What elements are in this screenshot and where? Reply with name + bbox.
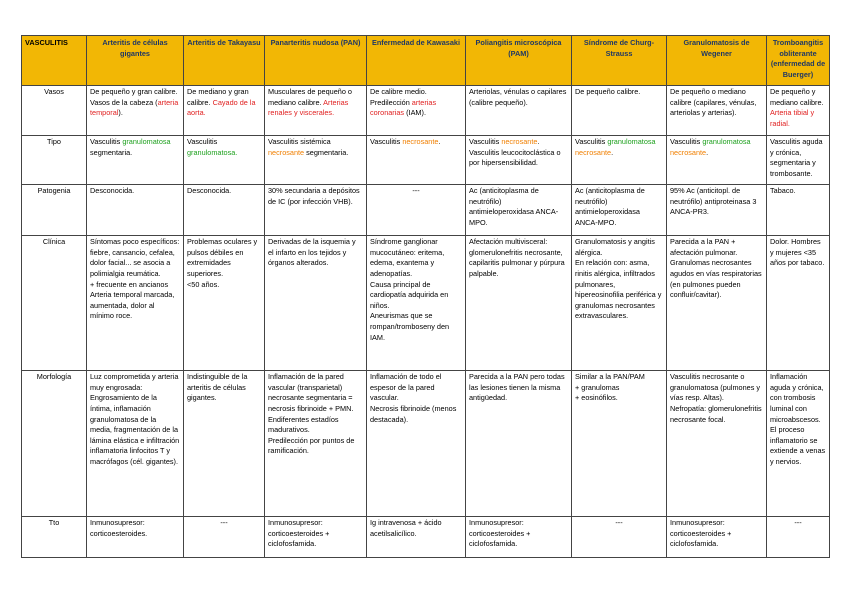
cell-patogenia-pam: Ac (anticitoplasma de neutrófilo) antimieloperoxidasa ANCA-MPO. xyxy=(466,185,572,236)
cell-line: Causa principal de cardiopatía adquirida en niños. xyxy=(370,279,449,310)
cell-patogenia-wegener: 95% Ac (anticitopl. de neutrófilo) antiproteinasa 3 ANCA-PR3. xyxy=(667,185,767,236)
cell-clinica-kawasaki xyxy=(367,236,466,371)
cell-morfologia-wegener xyxy=(667,371,767,517)
cell-line: Parecida a la PAN pero todas las lesiones tienen la misma antigüedad. xyxy=(469,372,565,403)
cell-clinica-takayasu xyxy=(184,236,265,371)
cell-morfologia-churg-strauss xyxy=(572,371,667,517)
cell-line: <50 años. xyxy=(187,279,220,289)
highlight-green: granulomatosa xyxy=(702,137,751,146)
cell-morfologia-takayasu xyxy=(184,371,265,517)
cell-text: Vasculitis xyxy=(670,137,703,146)
row-label-vasos: Vasos xyxy=(22,86,87,136)
cell-line: Vasculitis necrosante o granulomatosa (pulmones y vías resp. Altas). xyxy=(670,372,761,403)
cell-text: Vasculitis xyxy=(370,137,403,146)
cell-morfologia-pan xyxy=(265,371,367,517)
cell-vasos-pan xyxy=(265,86,367,136)
cell-clinica-pam xyxy=(466,236,572,371)
cell-clinica-churg-strauss xyxy=(572,236,667,371)
row-vasos xyxy=(22,86,830,136)
cell-clinica-wegener xyxy=(667,236,767,371)
cell-text: Vasculitis xyxy=(90,137,123,146)
cell-line: Similar a la PAN/PAM xyxy=(575,372,645,381)
cell-tto-buerger: --- xyxy=(767,517,830,558)
cell-text: . xyxy=(706,147,709,157)
cell-line: + eosinófilos. xyxy=(575,393,618,403)
cell-line: Problemas oculares y pulsos débiles en extremidades superiores. xyxy=(187,237,258,278)
row-label-morfologia: Morfología xyxy=(22,371,87,517)
header-kawasaki: Enfermedad de Kawasaki xyxy=(367,36,466,86)
row-tto xyxy=(22,517,830,558)
cell-line: Arteria temporal marcada, aumentada, dolor al mínimo roce. xyxy=(90,290,175,321)
row-label-patogenia: Patogenia xyxy=(22,185,87,236)
cell-line: Inflamación de la pared vascular (transparietal) necrosante segmentaria = necrosis fibrinoide + PMN. Endiferentes estadíos madurativos. xyxy=(268,372,354,435)
cell-line: Aneurismas que se rompan/tromboseny den IAM. xyxy=(370,311,450,342)
cell-tto-pam: Inmunosupresor: corticoesteroides + ciclofosfamida. xyxy=(466,517,572,558)
header-takayasu: Arteritis de Takayasu xyxy=(184,36,265,86)
header-pam: Poliangitis microscópica (PAM) xyxy=(466,36,572,86)
cell-text: Vasculitis xyxy=(575,137,608,146)
cell-patogenia-buerger: Tabaco. xyxy=(767,185,830,236)
highlight-red: Arteria tibial y radial. xyxy=(770,108,815,128)
cell-text: De pequeño y gran calibre. Vasos de la cabeza ( xyxy=(90,87,178,107)
cell-line: Dolor. Hombres y mujeres <35 años por tabaco. xyxy=(770,237,825,268)
cell-text: Vasculitis xyxy=(469,137,502,146)
cell-line: Inflamación aguda y crónica, con trombosis luminal con microabscesos. El proceso inflamatorio se extiende a venas y nervios. xyxy=(770,372,826,467)
cell-tto-pan: Inmunosupresor: corticoesteroides + ciclofosfamida. xyxy=(265,517,367,558)
cell-vasos-acg xyxy=(87,86,184,136)
cell-line: Parecida a la PAN + afectación pulmonar. Granulomas necrosantes agudos en vías respiratorias (en pulmones pueden confluir/cavitar). xyxy=(670,237,762,300)
cell-text: De mediano y gran calibre. xyxy=(187,87,249,107)
row-morfologia xyxy=(22,371,830,517)
header-arteritis-celulas-gigantes: Arteritis de células gigantes xyxy=(87,36,184,86)
highlight-orange: necrosante xyxy=(670,147,707,157)
cell-tipo-acg xyxy=(87,136,184,185)
header-vasculitis: VASCULITIS xyxy=(22,36,87,86)
highlight-orange: necrosante xyxy=(402,137,439,146)
cell-tto-churg-strauss: --- xyxy=(572,517,667,558)
highlight-orange: necrosante xyxy=(501,137,538,146)
cell-patogenia-acg: Desconocida. xyxy=(87,185,184,236)
cell-text: Musculares de pequeño o mediano calibre. xyxy=(268,87,352,107)
cell-tto-wegener: Inmunosupresor: corticoesteroides + ciclofosfamida. xyxy=(667,517,767,558)
cell-line: Derivadas de la isquemia y el infarto en los tejidos y órganos alterados. xyxy=(268,237,356,268)
cell-morfologia-buerger xyxy=(767,371,830,517)
cell-line: Luz comprometida y arteria muy engrosada: xyxy=(90,372,179,392)
cell-patogenia-churg-strauss: Ac (anticitoplasma de neutrófilo) antimieloperoxidasa ANCA-MPO. xyxy=(572,185,667,236)
cell-text: . xyxy=(611,147,614,157)
vasculitis-table xyxy=(21,35,830,558)
cell-vasos-pam: Arteriolas, vénulas o capilares (calibre pequeño). xyxy=(466,86,572,136)
cell-line: Afectación multivisceral: glomerulonefritis necrosante, capilaritis pulmonar y púrpura palpable. xyxy=(469,237,565,278)
cell-line: + granulomas xyxy=(575,382,620,392)
header-pan: Panarteritis nudosa (PAN) xyxy=(265,36,367,86)
cell-tipo-pam xyxy=(466,136,572,185)
cell-line: Inflamación de todo el espesor de la pared vascular. xyxy=(370,372,442,403)
cell-vasos-takayasu xyxy=(184,86,265,136)
highlight-red: arterias coronarias xyxy=(370,97,437,118)
cell-text: segmentaria. xyxy=(304,147,349,157)
row-label-tto: Tto xyxy=(22,517,87,558)
row-clinica xyxy=(22,236,830,371)
cell-line: Engrosamiento de la íntima, inflamación granulomatosa de la media, fragmentación de la lámina elástica e infiltración inflamatoria linfocitos T y macrófagos (cél. gigantes). xyxy=(90,393,180,467)
cell-patogenia-takayasu: Desconocida. xyxy=(184,185,265,236)
row-tipo xyxy=(22,136,830,185)
cell-tipo-buerger: Vasculitis aguda y crónica, segmentaria y trombosante. xyxy=(767,136,830,185)
cell-text: . xyxy=(438,137,441,146)
cell-text: ). xyxy=(118,108,123,118)
cell-line: + frecuente en ancianos xyxy=(90,279,169,289)
cell-clinica-pan xyxy=(265,236,367,371)
cell-tipo-kawasaki xyxy=(367,136,466,185)
row-label-clinica: Clínica xyxy=(22,236,87,371)
cell-line: Síndrome ganglionar mucocutáneo: eritema, edema, exantema y adenopatías. xyxy=(370,237,445,278)
cell-tipo-churg-strauss xyxy=(572,136,667,185)
cell-vasos-wegener: De pequeño o mediano calibre (capilares, vénulas, arteriolas y arterias). xyxy=(667,86,767,136)
cell-line: Predilección por puntos de ramificación. xyxy=(268,435,355,456)
cell-tipo-takayasu xyxy=(184,136,265,185)
cell-tto-acg: Inmunosupresor: corticoesteroides. xyxy=(87,517,184,558)
cell-morfologia-acg xyxy=(87,371,184,517)
cell-line: Indistinguible de la arteritis de células gigantes. xyxy=(187,372,248,403)
cell-clinica-buerger xyxy=(767,236,830,371)
highlight-red: Arterias renales y viscerales. xyxy=(268,97,349,118)
cell-morfologia-pam xyxy=(466,371,572,517)
cell-text: De pequeño y mediano calibre. xyxy=(770,87,824,107)
cell-line: Granulomatosis y angitis alérgica. xyxy=(575,237,655,257)
cell-patogenia-kawasaki: --- xyxy=(367,185,466,236)
highlight-green: granulomatosa. xyxy=(187,147,238,157)
cell-line: Necrosis fibrinoide (menos destacada). xyxy=(370,403,457,424)
highlight-red: arteria temporal xyxy=(90,97,179,118)
cell-patogenia-pan: 30% secundaria a depósitos de IC (por infección VHB). xyxy=(265,185,367,236)
cell-text: Vasculitis sistémica xyxy=(268,137,331,146)
header-wegener: Granulomatosis de Wegener xyxy=(667,36,767,86)
cell-text: . Vasculitis leucocitoclástica o por hipersensibilidad. xyxy=(469,137,561,168)
header-buerger: Tromboangitis obliterante (enfermedad de Buerger) xyxy=(767,36,830,86)
cell-text: (IAM). xyxy=(404,108,426,118)
cell-line: Nefropatía: glomerulonefritis necrosante focal. xyxy=(670,403,762,424)
row-patogenia xyxy=(22,185,830,236)
cell-clinica-acg xyxy=(87,236,184,371)
row-label-tipo: Tipo xyxy=(22,136,87,185)
highlight-green: granulomatosa xyxy=(607,137,656,146)
highlight-orange: necrosante xyxy=(268,147,305,157)
cell-text: segmentaria. xyxy=(90,147,133,157)
cell-text: Vasculitis xyxy=(187,137,218,146)
cell-line: Síntomas poco específicos: fiebre, cansancio, cefalea, dolor facial... se asocia a polimialgia reumática. xyxy=(90,237,180,278)
highlight-orange: necrosante xyxy=(575,147,612,157)
cell-vasos-kawasaki xyxy=(367,86,466,136)
cell-vasos-churg-strauss: De pequeño calibre. xyxy=(572,86,667,136)
cell-tipo-wegener xyxy=(667,136,767,185)
header-row xyxy=(22,36,830,86)
highlight-green: granulomatosa xyxy=(122,137,171,146)
cell-morfologia-kawasaki xyxy=(367,371,466,517)
header-churg-strauss: Síndrome de Churg-Strauss xyxy=(572,36,667,86)
cell-line: En relación con: asma, rinitis alérgica, infiltrados pulmonares, hipereosinofilia periférica y granulomas necrosantes extravasculares. xyxy=(575,258,662,321)
cell-tto-takayasu: --- xyxy=(184,517,265,558)
cell-text: De calibre medio. Predilección xyxy=(370,87,427,107)
highlight-red: Cayado de la aorta. xyxy=(187,97,256,118)
cell-tipo-pan xyxy=(265,136,367,185)
cell-tto-kawasaki: Ig intravenosa + ácido acetilsalicílico. xyxy=(367,517,466,558)
cell-vasos-buerger xyxy=(767,86,830,136)
